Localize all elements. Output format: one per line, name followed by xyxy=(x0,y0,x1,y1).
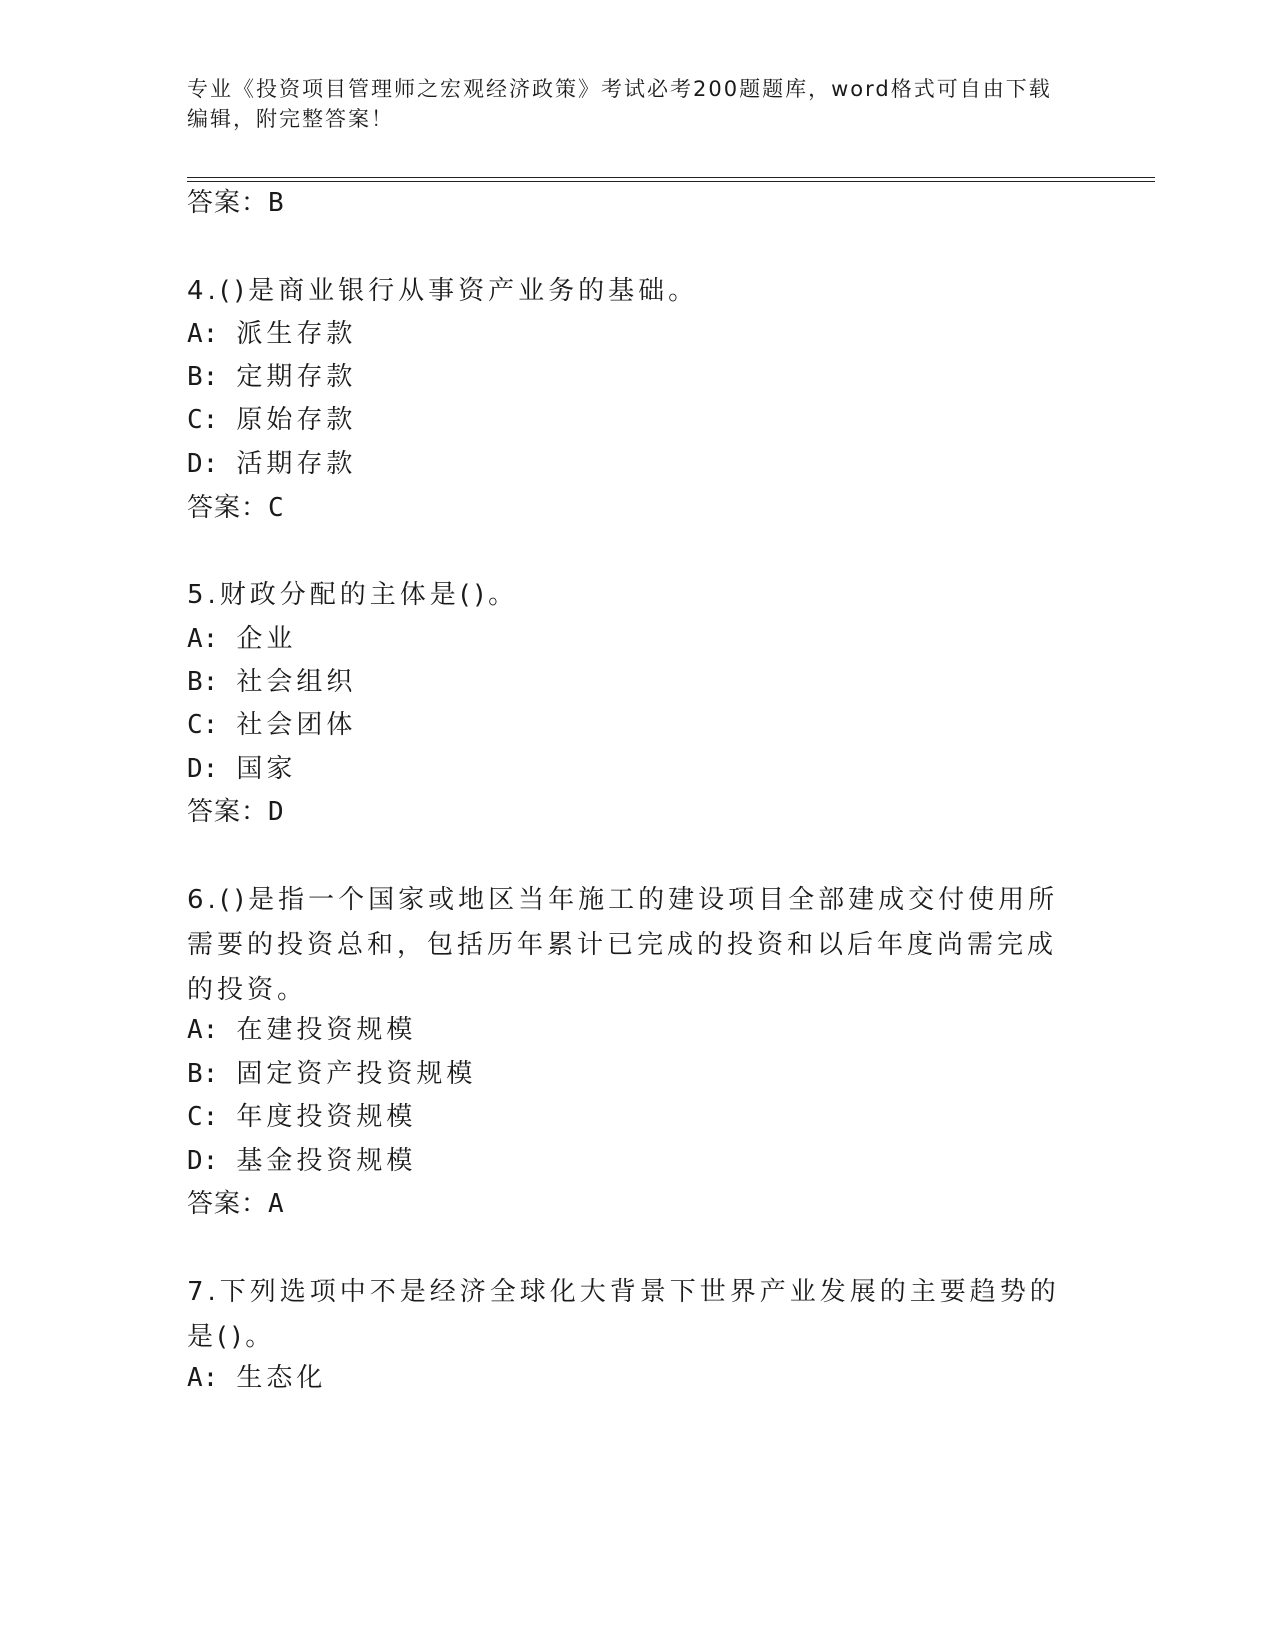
option-text: 定期存款 xyxy=(236,362,357,392)
option-item xyxy=(187,667,356,697)
option-item xyxy=(187,449,356,479)
answer-line xyxy=(187,493,285,523)
option-text: 国家 xyxy=(236,754,297,784)
answer-value: A xyxy=(268,1189,285,1219)
answer-label: 答案： xyxy=(187,493,269,523)
option-item xyxy=(187,1059,476,1089)
option-item xyxy=(187,405,356,435)
option-text: 固定资产投资规模 xyxy=(236,1059,477,1089)
option-letter: C: xyxy=(187,710,219,740)
answer-value: D xyxy=(268,797,285,827)
header-divider xyxy=(187,177,1155,178)
option-letter: C: xyxy=(187,405,219,435)
option-letter: A: xyxy=(187,1015,219,1045)
option-letter: B: xyxy=(187,667,219,697)
option-letter: D: xyxy=(187,754,219,784)
option-text: 在建投资规模 xyxy=(236,1015,417,1045)
option-letter: A: xyxy=(187,319,219,349)
option-letter: C: xyxy=(187,1102,219,1132)
answer-value: B xyxy=(268,188,285,218)
answer-line xyxy=(187,1189,285,1219)
option-item xyxy=(187,1146,416,1176)
option-text: 社会组织 xyxy=(236,667,357,697)
option-text: 活期存款 xyxy=(236,449,357,479)
question-stem: 7.下列选项中不是经济全球化大背景下世界产业发展的主要趋势的是()。 xyxy=(187,1277,1060,1352)
question-stem: 5.财政分配的主体是()。 xyxy=(187,580,519,610)
option-text: 派生存款 xyxy=(236,319,357,349)
option-item xyxy=(187,624,296,654)
option-text: 社会团体 xyxy=(236,710,357,740)
option-letter: B: xyxy=(187,1059,219,1089)
answer-line xyxy=(187,188,285,218)
option-text: 年度投资规模 xyxy=(236,1102,417,1132)
option-text: 企业 xyxy=(236,624,297,654)
question-stem: 6.()是指一个国家或地区当年施工的建设项目全部建成交付使用所需要的投资总和，包括历年累计已完成的投资和以后年度尚需完成的投资。 xyxy=(187,885,1059,1005)
option-letter: A: xyxy=(187,1363,219,1393)
answer-label: 答案： xyxy=(187,1189,269,1219)
answer-value: C xyxy=(268,493,285,523)
option-letter: D: xyxy=(187,449,219,479)
answer-line xyxy=(187,797,285,827)
document-header: 专业《投资项目管理师之宏观经济政策》考试必考200题题库，word格式可自由下载编辑，附完整答案！ xyxy=(187,77,1052,131)
option-text: 生态化 xyxy=(236,1363,327,1393)
answer-label: 答案： xyxy=(187,797,269,827)
option-item xyxy=(187,1015,416,1045)
option-letter: A: xyxy=(187,624,219,654)
option-item xyxy=(187,710,356,740)
option-item xyxy=(187,754,296,784)
option-item xyxy=(187,319,356,349)
option-letter: D: xyxy=(187,1146,219,1176)
answer-label: 答案： xyxy=(187,188,269,218)
option-text: 基金投资规模 xyxy=(236,1146,417,1176)
option-item xyxy=(187,1363,326,1393)
question-stem: 4.()是商业银行从事资产业务的基础。 xyxy=(187,276,699,306)
header-divider-second xyxy=(187,181,1155,182)
option-letter: B: xyxy=(187,362,219,392)
option-item xyxy=(187,1102,416,1132)
option-item xyxy=(187,362,356,392)
option-text: 原始存款 xyxy=(236,405,357,435)
